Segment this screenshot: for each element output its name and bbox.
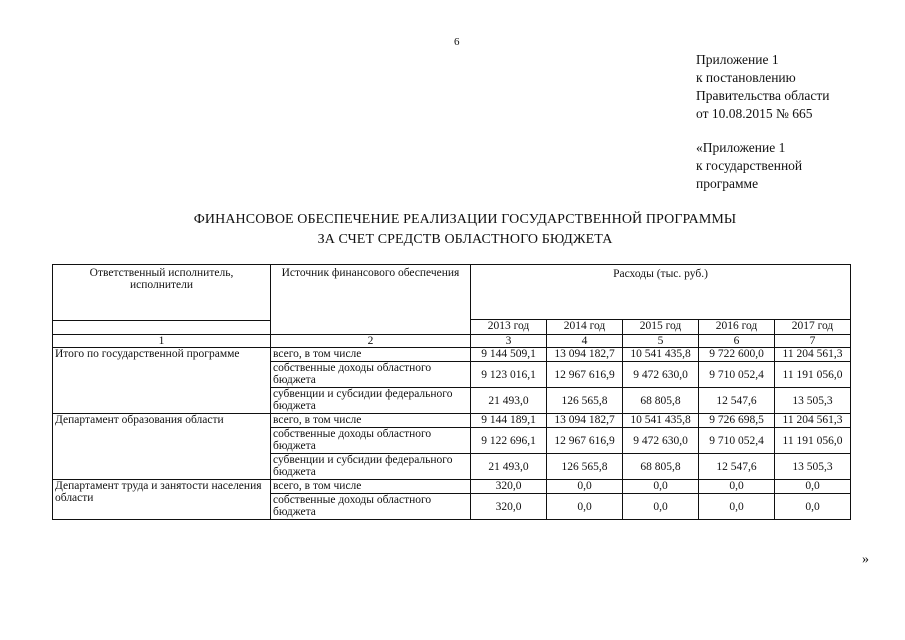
table-row xyxy=(53,480,851,494)
value-cell: 13 094 182,7 xyxy=(547,414,623,428)
appendix-line: Приложение 1 xyxy=(696,52,779,67)
value-cell: 11 204 561,3 xyxy=(775,414,851,428)
value-cell: 12 547,6 xyxy=(699,454,775,480)
value-cell: 9 144 189,1 xyxy=(471,414,547,428)
value-cell: 0,0 xyxy=(623,480,699,494)
appendix-block xyxy=(696,51,829,123)
program-appendix-line: программе xyxy=(696,176,759,191)
value-cell: 9 710 052,4 xyxy=(699,428,775,454)
source-cell: субвенции и субсидии федерального бюджета xyxy=(271,388,471,414)
value-cell: 0,0 xyxy=(775,480,851,494)
source-cell: всего, в том числе xyxy=(271,414,471,428)
header-source-label: Источник финансового обеспечения xyxy=(281,267,460,279)
value-cell: 126 565,8 xyxy=(547,454,623,480)
value-cell: 9 726 698,5 xyxy=(699,414,775,428)
page-number: 6 xyxy=(454,36,460,48)
source-cell: субвенции и субсидии федерального бюджета xyxy=(271,454,471,480)
value-cell: 68 805,8 xyxy=(623,454,699,480)
value-cell: 21 493,0 xyxy=(471,388,547,414)
column-number: 5 xyxy=(623,335,699,348)
value-cell: 9 144 509,1 xyxy=(471,348,547,362)
value-cell: 9 722 600,0 xyxy=(699,348,775,362)
header-year: 2015 год xyxy=(623,320,699,335)
value-cell: 0,0 xyxy=(775,494,851,520)
column-number: 4 xyxy=(547,335,623,348)
document-title: ФИНАНСОВОЕ ОБЕСПЕЧЕНИЕ РЕАЛИЗАЦИИ ГОСУДАРСТВЕННОЙ ПРОГРАММЫ xyxy=(193,212,737,227)
program-appendix-line: к государственной xyxy=(696,158,803,173)
value-cell: 12 547,6 xyxy=(699,388,775,414)
column-number: 6 xyxy=(699,335,775,348)
source-cell: всего, в том числе xyxy=(271,348,471,362)
appendix-line: Правительства области xyxy=(696,88,830,103)
column-number: 1 xyxy=(53,335,271,348)
header-year: 2016 год xyxy=(699,320,775,335)
header-executor-label: Ответственный исполнитель, исполнители xyxy=(89,267,234,291)
closing-quote: » xyxy=(862,552,869,567)
header-source xyxy=(271,265,471,335)
value-cell: 320,0 xyxy=(471,494,547,520)
executor-cell: Департамент труда и занятости населения области xyxy=(53,480,271,520)
header-year: 2017 год xyxy=(775,320,851,335)
program-appendix-block xyxy=(696,139,802,193)
appendix-line: к постановлению xyxy=(696,70,796,85)
source-cell: собственные доходы областного бюджета xyxy=(271,362,471,388)
value-cell: 0,0 xyxy=(699,494,775,520)
header-blank xyxy=(53,321,271,335)
program-appendix-line: «Приложение 1 xyxy=(696,140,786,155)
source-cell: собственные доходы областного бюджета xyxy=(271,494,471,520)
value-cell: 11 191 056,0 xyxy=(775,362,851,388)
value-cell: 12 967 616,9 xyxy=(547,428,623,454)
value-cell: 10 541 435,8 xyxy=(623,348,699,362)
value-cell: 13 505,3 xyxy=(775,388,851,414)
table-row xyxy=(53,348,851,362)
header-year: 2013 год xyxy=(471,320,547,335)
value-cell: 0,0 xyxy=(547,494,623,520)
source-cell: собственные доходы областного бюджета xyxy=(271,428,471,454)
value-cell: 0,0 xyxy=(699,480,775,494)
column-number: 7 xyxy=(775,335,851,348)
value-cell: 68 805,8 xyxy=(623,388,699,414)
value-cell: 9 122 696,1 xyxy=(471,428,547,454)
value-cell: 9 472 630,0 xyxy=(623,428,699,454)
value-cell: 320,0 xyxy=(471,480,547,494)
header-year: 2014 год xyxy=(547,320,623,335)
source-cell: всего, в том числе xyxy=(271,480,471,494)
appendix-line: от 10.08.2015 № 665 xyxy=(696,106,813,121)
column-number: 3 xyxy=(471,335,547,348)
value-cell: 13 094 182,7 xyxy=(547,348,623,362)
column-number: 2 xyxy=(271,335,471,348)
header-executor xyxy=(53,265,271,321)
value-cell: 0,0 xyxy=(547,480,623,494)
financing-table xyxy=(52,264,851,520)
value-cell: 10 541 435,8 xyxy=(623,414,699,428)
executor-cell: Департамент образования области xyxy=(53,414,271,480)
value-cell: 9 710 052,4 xyxy=(699,362,775,388)
value-cell: 13 505,3 xyxy=(775,454,851,480)
value-cell: 0,0 xyxy=(623,494,699,520)
value-cell: 21 493,0 xyxy=(471,454,547,480)
executor-cell: Итого по государственной программе xyxy=(53,348,271,414)
document-subtitle: ЗА СЧЕТ СРЕДСТВ ОБЛАСТНОГО БЮДЖЕТА xyxy=(317,232,613,247)
value-cell: 9 472 630,0 xyxy=(623,362,699,388)
value-cell: 126 565,8 xyxy=(547,388,623,414)
value-cell: 12 967 616,9 xyxy=(547,362,623,388)
header-expenses: Расходы (тыс. руб.) xyxy=(471,265,851,320)
value-cell: 9 123 016,1 xyxy=(471,362,547,388)
column-number-row xyxy=(53,335,851,348)
value-cell: 11 191 056,0 xyxy=(775,428,851,454)
value-cell: 11 204 561,3 xyxy=(775,348,851,362)
table-row xyxy=(53,414,851,428)
